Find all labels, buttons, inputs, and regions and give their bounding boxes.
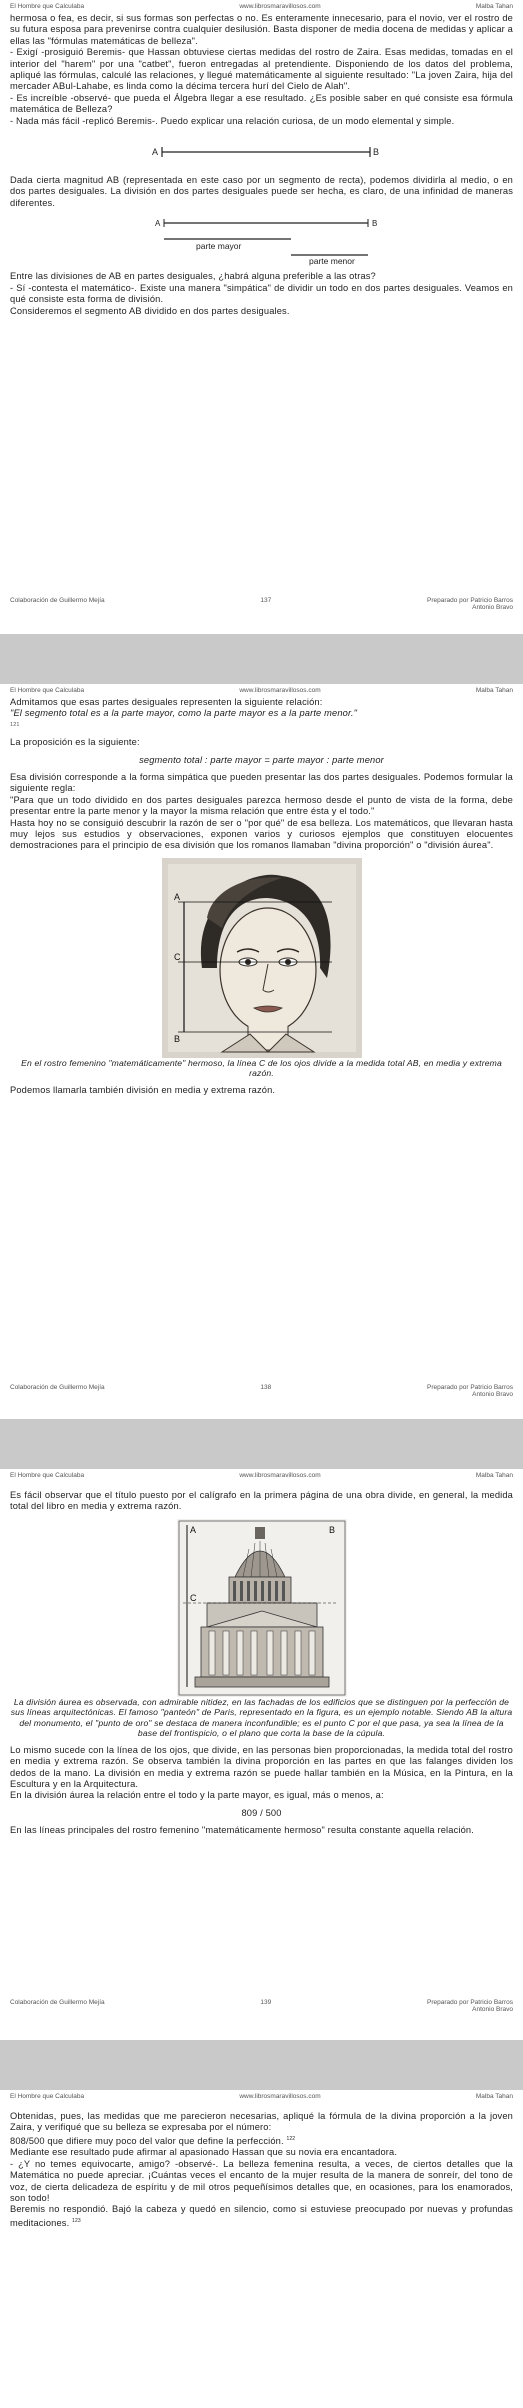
note-ref: 121 — [10, 721, 20, 728]
paragraph: Hasta hoy no se consiguió descubrir la razón de ser o "por qué" de esa belleza. Los matemáticos, que llevaran hasta muy lejos sus estudios y observaciones, exponen varios y curiosos ejemplos que constituyen elocuentes demostraciones para el principio de esa división que los romanos llamaban "divina proporción" o "división áurea". — [10, 817, 513, 851]
figure-label-a: A — [173, 891, 180, 902]
figure-caption: En el rostro femenino "matemáticamente" hermoso, la línea C de los ojos divide a la medida total AB, en media y extrema razón. — [21, 1057, 502, 1079]
page-footer — [10, 1384, 513, 1398]
footer-collaborator: Colaboración de Guillermo Mejía — [10, 1999, 105, 2006]
paragraph: La proposición es la siguiente: — [10, 737, 140, 748]
figure-caption: La división áurea es observada, con admirable nitidez, en las fachadas de los edificios que se distinguen por la perfección de sus líneas arquitectónicas. El famoso "panteón" de Paris, representado en la figura, es un ejemplo notable. Siendo AB la altura del monumento, el "punto de oro" se destaca de manera inconfundible; es el punto C por el que pasa, ya sea la línea de la base del frontispicio, o el plano que corta la base de la cúpula. — [10, 1696, 513, 1739]
page-140 — [0, 2090, 523, 2408]
header-author: Malba Tahan — [475, 3, 513, 10]
footer-preparer: Preparado por Patricio Barros — [426, 1384, 513, 1391]
paragraph — [10, 2134, 513, 2148]
figure-label-a: A — [189, 1524, 196, 1535]
paragraph: - Es increíble -observé- que pueda el Álgebra llegar a ese resultado. ¿Es posible saber en qué consiste esa fórmula matemática de Belleza? — [10, 92, 513, 115]
footer-collaborator: Colaboración de Guillermo Mejía — [10, 597, 105, 604]
footer-editor: Antonio Bravo — [472, 2006, 513, 2013]
paragraph: - ¿Y no temes equivocarte, amigo? -observé-. La belleza femenina resulta, a veces, de ciertos detalles que la Matemática no puede apreciar. ¡Cuántas veces el encanto de la mujer resulta de la manera de sonreír, del tono de voz, de cierta delicadeza de espíritu y de mil otros pequeñísimos detalles que, en ocasiones, para los enamorados, son todo! — [10, 2158, 513, 2203]
paragraph: Obtenidas, pues, las medidas que me parecieron necesarias, apliqué la fórmula de la divina proporción a la joven Zaira, y verifiqué que su belleza se expresaba por el número: — [10, 2111, 513, 2133]
paragraph: Es fácil observar que el título puesto por el calígrafo en la primera página de una obra divide, en general, la medida total del libro en media y extrema razón. — [10, 1490, 513, 1512]
segment-label-a: A — [152, 147, 159, 158]
woman-face-figure — [162, 858, 362, 1058]
footer-editor: Antonio Bravo — [472, 604, 513, 611]
paragraph: - Nada más fácil -replicó Beremis-. Puedo explicar una relación curiosa, de un modo elemental y simple. — [10, 115, 455, 126]
page-138 — [0, 684, 523, 1419]
paragraph: "Para que un todo dividido en dos partes desiguales parezca hermoso desde el punto de vista de la forma, debe presentar entre la parte menor y la mayor la misma relación que entre ésta y el todo." — [10, 794, 513, 817]
header-website[interactable]: www.librosmaravillosos.com — [239, 687, 321, 694]
figure-label-b: B — [328, 1524, 335, 1535]
page-number: 138 — [260, 1384, 272, 1391]
header-author: Malba Tahan — [475, 2093, 513, 2100]
header-book-title: El Hombre que Calculaba — [10, 1472, 85, 1479]
page-139 — [0, 1469, 523, 2040]
figure-label-c: C — [173, 951, 180, 962]
page-number: 139 — [260, 1999, 272, 2006]
page-header — [10, 684, 513, 697]
note-ref: 123 — [72, 2217, 81, 2224]
paragraph: Podemos llamarla también división en media y extrema razón. — [10, 1084, 276, 1095]
page-137 — [0, 0, 523, 634]
golden-ratio-value: 809 / 500 — [241, 1807, 282, 1818]
paragraph: Lo mismo sucede con la línea de los ojos, que divide, en las personas bien proporcionadas, la medida total del rostro en media y extrema razón. Se observa también la divina proporción en las partes en que las falanges dividen los dedos de la mano. La división en media y extrema razón se puede hallar también en la Música, en la Pintura, en la Escultura y en la Arquitectura. — [10, 1744, 513, 1790]
paragraph: En la división áurea la relación entre el todo y la parte mayor, es igual, más o menos, a: — [10, 1790, 384, 1801]
header-website[interactable]: www.librosmaravillosos.com — [239, 1472, 321, 1479]
paragraph-text: 808/500 que difiere muy poco del valor que define la perfección. — [10, 2135, 284, 2146]
note-ref: 122 — [286, 2135, 296, 2142]
page-header — [10, 1469, 513, 1482]
pantheon-figure — [177, 1519, 347, 1697]
parte-menor-label: parte menor — [309, 256, 355, 267]
page-header — [10, 2090, 513, 2103]
paragraph: hermosa o fea, es decir, si sus formas son perfectas o no. Es enteramente innecesario, para el novio, ver el rostro de su futura esposa para prevenirse contra cualquier desilusión. Basta disponer de media docena de medidas y aplicar a ellas las "fórmulas matemáticas de belleza". — [10, 13, 513, 46]
page-number: 137 — [260, 597, 272, 604]
header-author: Malba Tahan — [475, 1472, 513, 1479]
page-footer — [10, 1999, 513, 2013]
paragraph: Mediante ese resultado pude afirmar al apasionado Hassan que su novia era encantadora. — [10, 2147, 398, 2158]
paragraph: Admitamos que esas partes desiguales representen la siguiente relación: — [10, 697, 323, 707]
quote: "El segmento total es a la parte mayor, como la parte mayor es a la parte menor." — [10, 708, 358, 719]
paragraph: En las líneas principales del rostro femenino "matemáticamente hermoso" resulta constante aquella relación. — [10, 1825, 474, 1836]
header-website[interactable]: www.librosmaravillosos.com — [239, 3, 321, 10]
header-book-title: El Hombre que Calculaba — [10, 2093, 85, 2100]
footer-editor: Antonio Bravo — [472, 1391, 513, 1398]
page-header — [10, 0, 513, 13]
parte-mayor-label: parte mayor — [196, 241, 242, 252]
divided-segment-figure — [10, 209, 513, 271]
header-website[interactable]: www.librosmaravillosos.com — [239, 2093, 321, 2100]
paragraph — [10, 2204, 513, 2229]
paragraph-text: Beremis no respondió. Bajó la cabeza y quedó en silencio, como si estuviese preocupado por nuevas y profundas meditaciones. — [10, 2204, 513, 2228]
footer-preparer: Preparado por Patricio Barros — [426, 1999, 513, 2006]
figure-label-b: B — [173, 1033, 180, 1044]
segment-label-b: B — [373, 147, 380, 158]
header-author: Malba Tahan — [475, 687, 513, 694]
footer-collaborator: Colaboración de Guillermo Mejía — [10, 1384, 105, 1391]
paragraph: - Exigí -prosiguió Beremis- que Hassan obtuviese ciertas medidas del rostro de Zaira. Esas medidas, tomadas en el interior del "harem" por una "catbet", fueron entregadas al pretendiente. Disponiendo de los datos del problema, apliqué las fórmulas, calculé las relaciones, y llegué matemáticamente al siguiente resultado: "La joven Zaira, hija del mercader ABul-Lahabe, es linda como la décima tercera hurí del Cielo de Alah". — [10, 47, 513, 92]
header-book-title: El Hombre que Calculaba — [10, 3, 85, 10]
paragraph: - Sí -contesta el matemático-. Existe una manera "simpática" de dividir un todo en dos partes desiguales. Veamos en qué consiste esta forma de división. — [10, 282, 513, 305]
paragraph: Esa división corresponde a la forma simpática que pueden presentar las dos partes desiguales. Podemos formular la siguiente regla: — [10, 772, 513, 794]
footer-preparer: Preparado por Patricio Barros — [426, 597, 513, 604]
page-footer — [10, 597, 513, 611]
paragraph: Consideremos el segmento AB dividido en dos partes desiguales. — [10, 305, 290, 316]
figure-label-c: C — [189, 1592, 196, 1603]
paragraph: Dada cierta magnitud AB (representada en este caso por un segmento de recta), podemos dividirla al medio, o en dos partes desiguales. La división en dos partes desiguales puede ser hecha, es claro, de una infinidad de maneras diferentes. — [10, 175, 513, 208]
paragraph: Entre las divisiones de AB en partes desiguales, ¿habrá alguna preferible a las otras? — [10, 271, 376, 282]
segment-ab-figure — [10, 127, 513, 175]
header-book-title: El Hombre que Calculaba — [10, 687, 85, 694]
divided-label-b: B — [372, 219, 378, 229]
proportion-formula: segmento total : parte mayor = parte mayor : parte menor — [139, 754, 384, 765]
divided-label-a: A — [155, 219, 161, 229]
